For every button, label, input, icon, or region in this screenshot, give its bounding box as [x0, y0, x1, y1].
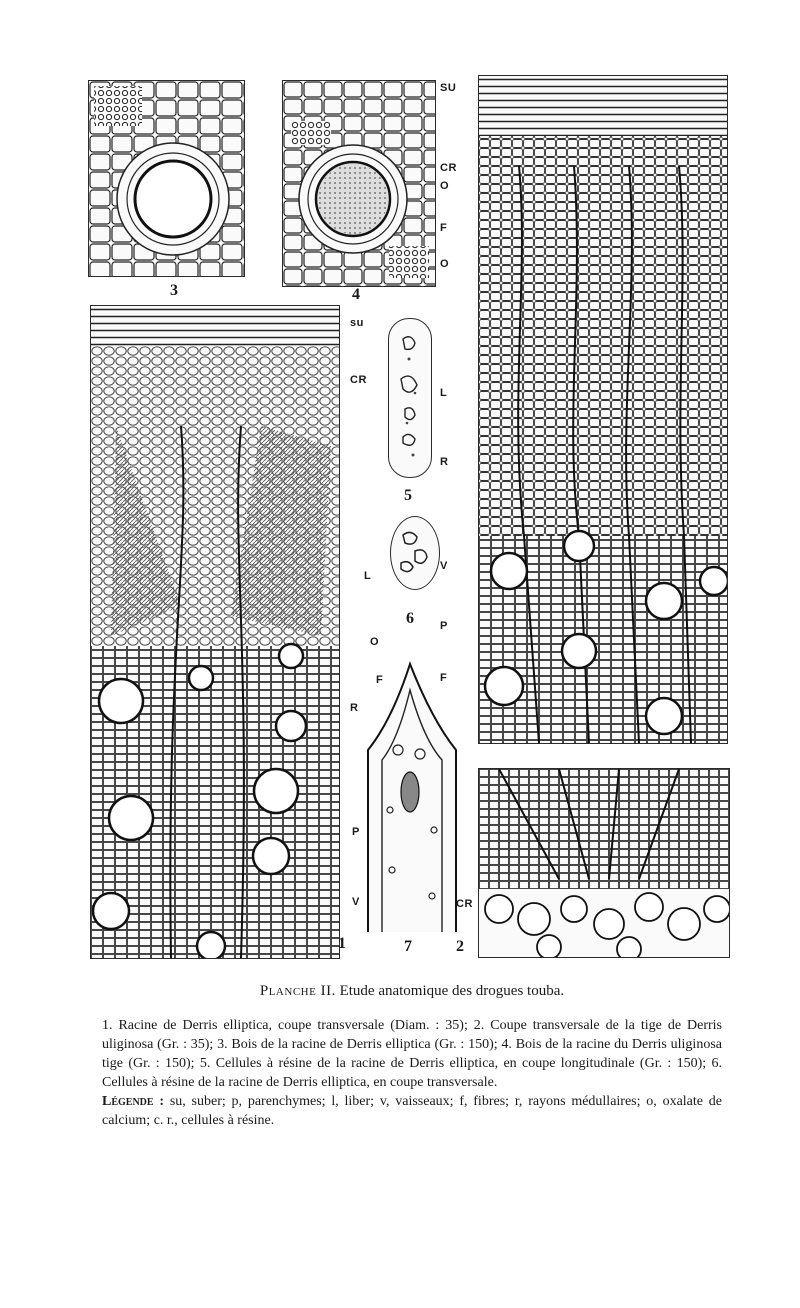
fig2-label-o: O — [440, 180, 450, 192]
figure-6-number: 6 — [406, 610, 414, 627]
figure-3-drawing — [89, 81, 244, 276]
caption-body — [102, 1016, 722, 1130]
fig1-label-o: O — [370, 636, 380, 648]
fig2-label-f: F — [440, 222, 448, 234]
figure-3-number: 3 — [170, 282, 178, 299]
legend-text: su, suber; p, parenchymes; l, liber; v, vaisseaux; f, fibres; r, rayons médullaires; o, oxalate de calcium; c. r., cellules à résine. — [102, 1094, 722, 1128]
fig1-label-su: su — [350, 317, 364, 329]
fig2-label-cr: CR — [440, 162, 457, 174]
fig2-label-su: SU — [440, 82, 457, 94]
figure-1-panel — [90, 305, 340, 959]
fig2-label-o2: O — [440, 258, 450, 270]
caption-title — [102, 983, 722, 1000]
figure-4-panel — [282, 80, 436, 287]
fig1-label-p: P — [352, 826, 360, 838]
fig2-label-v: V — [440, 560, 448, 572]
fig2-label-l: L — [440, 387, 448, 399]
plate-caption — [102, 983, 722, 1130]
figure-2-lower-panel — [478, 768, 730, 958]
fig2-label-f2: F — [440, 672, 448, 684]
fig1-label-v: V — [352, 896, 360, 908]
fig1-label-cr: CR — [350, 374, 367, 386]
figure-5-number: 5 — [404, 487, 412, 504]
fig2-label-p: P — [440, 620, 448, 632]
figure-6-panel — [390, 516, 440, 590]
caption-title-prefix: Planche II. — [259, 983, 336, 999]
figure-2-upper-drawing — [479, 76, 727, 743]
fig1-label-r: R — [350, 702, 359, 714]
figure-7-number: 7 — [404, 938, 412, 955]
fig2-label-r: R — [440, 456, 449, 468]
figure-4-number: 4 — [352, 286, 360, 303]
fig1-label-f: F — [376, 674, 384, 686]
fig1-label-l: L — [364, 570, 372, 582]
figure-5-drawing — [389, 319, 431, 477]
fig2-label-cr2: CR — [456, 898, 473, 910]
figure-1-drawing — [91, 306, 339, 958]
figure-4-drawing — [283, 81, 435, 286]
caption-legend — [102, 1092, 722, 1130]
figure-2-upper-panel — [478, 75, 728, 744]
figure-2-number: 2 — [456, 938, 464, 955]
legend-head: Légende : — [102, 1094, 165, 1109]
figure-7-panel — [362, 660, 462, 932]
figure-6-drawing — [391, 517, 439, 589]
figure-5-panel — [388, 318, 432, 478]
figure-7-drawing — [362, 660, 462, 932]
figure-1-number: 1 — [338, 935, 346, 952]
caption-title-rest: Etude anatomique des drogues touba. — [339, 983, 565, 999]
figure-3-panel — [88, 80, 245, 277]
caption-paragraph: 1. Racine de Derris elliptica, coupe transversale (Diam. : 35); 2. Coupe transversale de la tige de Derris uliginosa (Gr. : 35); 3. Bois de la racine de Derris elliptica (Gr. : 150); 4. Bois de la racine du Derris uliginosa tige (Gr. : 150); 5. Cellules à résine de la racine de Derris elliptica, en coupe longitudinale (Gr. : 150); 6. Cellules à résine de la racine de Derris elliptica, en coupe transversale. — [102, 1018, 722, 1090]
figure-2-lower-drawing — [479, 769, 729, 957]
